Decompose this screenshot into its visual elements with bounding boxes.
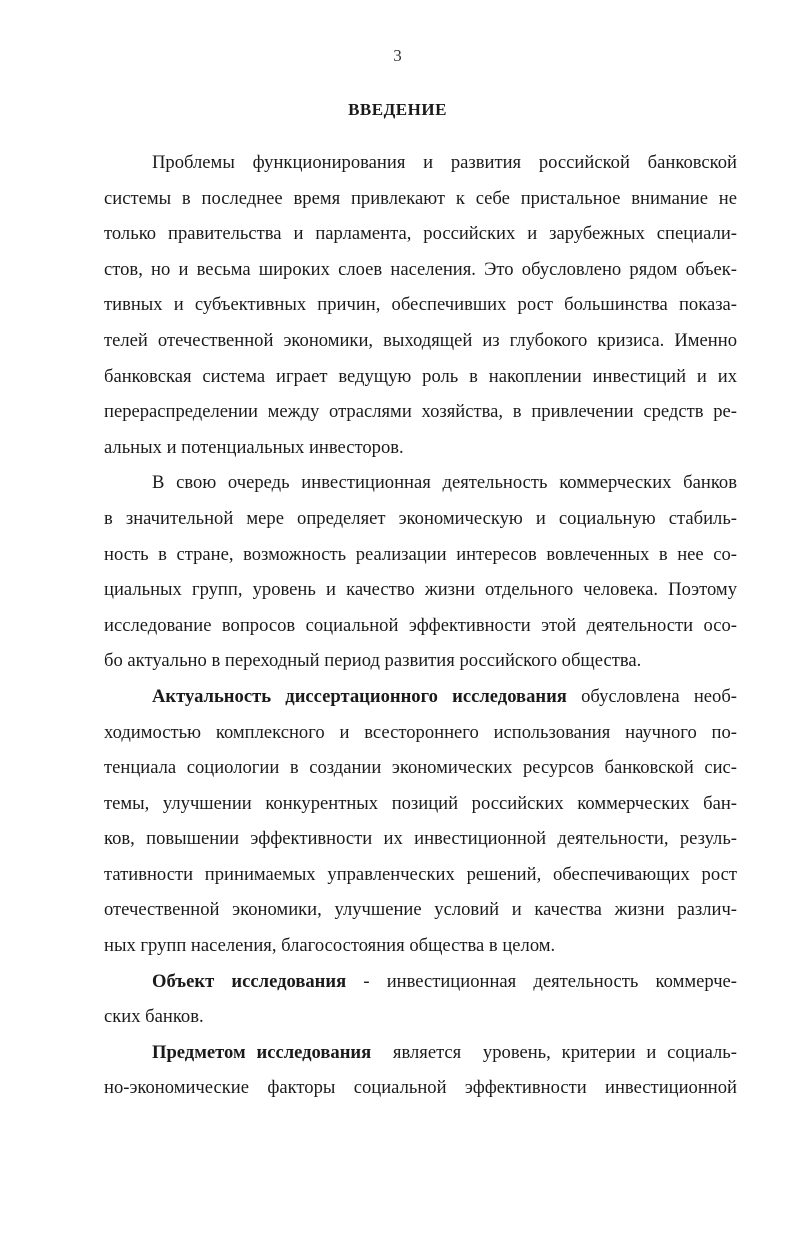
text-line: тативности принимаемых управленческих решений, обеспечивающих рост [104,863,737,885]
text-line: системы в последнее время привлекают к себе пристальное внимание не [104,187,737,209]
lead-rest: - инвестиционная деятельность коммерче- [346,970,737,992]
text-line: исследование вопросов социальной эффективности этой деятельности осо- [104,614,737,636]
text-line: перераспределении между отраслями хозяйства, в привлечении средств ре- [104,401,737,423]
bold-lead: Объект исследования [152,970,347,992]
text-line: Проблемы функционирования и развития российской банковской [152,152,737,173]
text-line [104,679,737,715]
text-line: В свою очередь инвестиционная деятельность коммерческих банков [152,472,737,494]
text-line: альных и потенциальных инвесторов. [104,436,404,458]
lead-rest: обусловлена необ- [566,685,737,707]
text-line [104,1035,737,1071]
text-line: циальных групп, уровень и качество жизни отдельного человека. Поэтому [104,579,737,601]
paragraph-relevance [104,679,737,964]
text-line: только правительства и парламента, российских и зарубежных специали- [104,223,737,245]
section-heading: ВВЕДЕНИЕ [348,100,447,119]
text-line: но-экономические факторы социальной эффективности инвестиционной [104,1077,737,1099]
paragraph-subject [104,1035,737,1106]
text-line [104,964,737,1000]
text-line: стов, но и весьма широких слоев населения. Это обусловлено рядом объек- [104,258,737,280]
text-line: банковская система играет ведущую роль в накоплении инвестиций и их [104,365,737,387]
text-line: тенциала социологии в создании экономических ресурсов банковской сис- [104,757,737,779]
text-line: отечественной экономики, улучшение условий и качества жизни различ- [104,899,737,921]
bold-lead: Предметом исследования [152,1041,372,1063]
text-line: ходимостью комплексного и всестороннего использования научного по- [104,721,737,743]
text-line: ных групп населения, благосостояния общества в целом. [104,935,556,957]
text-line: ность в стране, возможность реализации интересов вовлеченных в нее со- [104,543,737,565]
text-line: ков, повышении эффективности их инвестиционной деятельности, резуль- [104,828,737,850]
text-line: темы, улучшении конкурентных позиций российских коммерческих бан- [104,792,737,814]
text-line: бо актуально в переходный период развития российского общества. [104,650,642,672]
page-number: 3 [393,46,402,65]
paragraph-2 [104,465,737,679]
lead-rest: является уровень, критерии и социаль- [371,1041,737,1063]
text-line: в значительной мере определяет экономическую и социальную стабиль- [104,507,737,529]
text-line: тивных и субъективных причин, обеспечивших рост большинства показа- [104,294,737,316]
text-line: телей отечественной экономики, выходящей из глубокого кризиса. Именно [104,329,737,351]
text-line: ских банков. [104,1006,204,1028]
body-text [104,145,737,1106]
bold-lead: Актуальность диссертационного исследования [152,685,567,707]
paragraph-object [104,964,737,1035]
paragraph-1 [104,145,737,465]
